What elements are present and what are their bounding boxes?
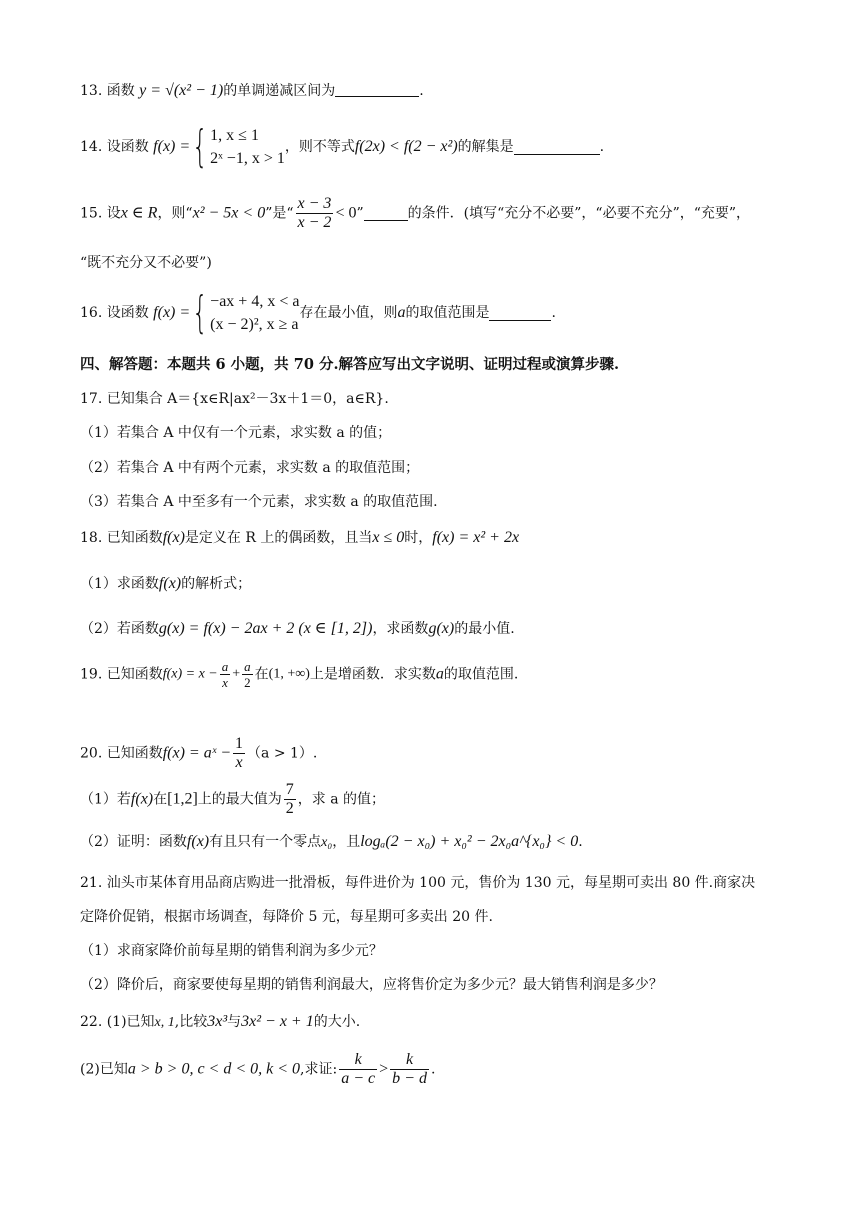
q20-number: 20. 已知函数 xyxy=(80,745,163,762)
q18-part-1-function: f(x) xyxy=(158,575,182,592)
q13-end: . xyxy=(419,83,424,99)
q22-end: . xyxy=(430,1061,436,1078)
q18-part-1 xyxy=(80,576,251,592)
q16-cases xyxy=(210,290,299,336)
q20-part-1-fraction xyxy=(284,782,296,817)
q14-text-2: 的解集是 xyxy=(457,139,514,156)
q19-plus: + xyxy=(232,666,241,682)
q18-condition: x ≤ 0 xyxy=(372,529,405,546)
q18-part-2-text-2: ，求函数 xyxy=(372,621,429,637)
q15-number: 15. 设 xyxy=(80,205,121,222)
q20-part-1-interval: [1,2] xyxy=(167,790,198,808)
q18-text-2: 时， xyxy=(404,530,433,546)
q22-fraction-2 xyxy=(390,1052,429,1087)
q16-function-name: f(x) = xyxy=(153,304,191,322)
q22-frac2-numerator: k xyxy=(405,1051,414,1068)
q18-function: f(x) xyxy=(162,529,185,546)
q16-case-2: (x − 2)², x ≥ a xyxy=(210,316,299,334)
q18-part-2-text-3: 的最小值. xyxy=(454,621,515,637)
q19-variable-a: a xyxy=(435,665,444,683)
question-14 xyxy=(80,121,605,173)
q15-fraction-denominator: x − 2 xyxy=(297,214,332,231)
q22-frac2-denominator: b − d xyxy=(392,1070,427,1087)
q22-part-1-text-4: 的大小. xyxy=(313,1014,361,1030)
q14-brace: { xyxy=(192,121,208,173)
q22-part-2 xyxy=(80,1052,435,1087)
q16-end: . xyxy=(551,305,556,322)
q15-condition-1: x² − 5x < 0 xyxy=(192,204,266,222)
q14-function-name: f(x) = xyxy=(153,138,191,156)
q22-fraction-1 xyxy=(339,1052,377,1087)
q17-part-2: （2）若集合 A 中有两个元素，求实数 a 的取值范围； xyxy=(80,460,420,476)
q20-part-2-text-3: ，且 xyxy=(332,834,361,850)
q19-frac2-numerator: a xyxy=(244,659,251,674)
q13-answer-blank[interactable] xyxy=(335,82,419,97)
q19-fraction-a-2 xyxy=(242,660,253,689)
q18-part-2 xyxy=(80,621,515,637)
q21-part-1: （1）求商家降价前每星期的销售利润为多少元？ xyxy=(80,943,383,959)
q14-inequality: f(2x) < f(2 − x²) xyxy=(354,138,458,156)
q20-fraction xyxy=(233,736,245,771)
q18-number: 18. 已知函数 xyxy=(80,530,163,546)
q15-condition-2: < 0 xyxy=(335,204,357,222)
question-19 xyxy=(80,660,518,689)
q20-part-1-text-2: 在 xyxy=(153,791,168,808)
q15-text-3: ” xyxy=(356,205,364,222)
q21-line-2: 定降价促销，根据市场调查，每降价 5 元，每星期可多卖出 20 件. xyxy=(80,909,493,925)
q15-fraction-numerator: x − 3 xyxy=(297,195,332,212)
q22-greater-than: > xyxy=(379,1060,389,1078)
q20-part-2-text-2: 有且只有一个零点 xyxy=(209,834,322,850)
q19-frac1-denominator: x xyxy=(222,675,228,690)
q20-part-1-function: f(x) xyxy=(130,790,154,808)
q20-part-2-inequality: logₐ(2 − x₀) + x₀² − 2x₀a^{x₀} < 0 xyxy=(360,833,579,850)
q16-text-2: 的取值范围是 xyxy=(405,305,490,322)
question-13 xyxy=(80,82,424,99)
q20-part-2-text-1: （2）证明：函数 xyxy=(80,834,187,850)
q21-line-1: 21. 汕头市某体育用品商店购进一批滑板，每件进价为 100 元，售价为 130 元，每星期可卖出 80 件.商家决 xyxy=(80,875,756,891)
q18-expression: f(x) = x² + 2x xyxy=(432,529,520,546)
q15-text-2: ”是“ xyxy=(265,205,294,222)
q13-formula: y = √(x² − 1) xyxy=(139,82,224,99)
q19-text-3: 的取值范围. xyxy=(443,666,519,683)
q22-part-1-text-3: 与 xyxy=(227,1014,242,1030)
q20-condition: （a > 1）. xyxy=(247,745,318,762)
q20-p1-numerator: 7 xyxy=(285,781,294,798)
q16-case-1: −ax + 4, x < a xyxy=(210,293,300,310)
q14-text-1: ，则不等式 xyxy=(284,139,355,156)
q19-frac2-denominator: 2 xyxy=(244,675,251,690)
q20-part-2-zero-point: x₀ xyxy=(321,835,333,850)
q20-expression: f(x) = aˣ − xyxy=(162,744,232,762)
q20-part-1-text-1: （1）若 xyxy=(80,791,131,808)
q17-part-3: （3）若集合 A 中至多有一个元素，求实数 a 的取值范围. xyxy=(80,494,438,510)
q16-text-1: 存在最小值，则 xyxy=(299,305,398,322)
q15-line-2: “既不充分又不必要”) xyxy=(80,255,212,271)
q18-text-1: 是定义在 R 上的偶函数，且当 xyxy=(184,530,373,546)
q19-interval: (1, +∞) xyxy=(268,666,310,682)
q20-part-2 xyxy=(80,834,583,850)
q15-answer-blank[interactable] xyxy=(364,206,408,221)
q14-cases xyxy=(210,124,285,170)
q20-part-1-text-3: 上的最大值为 xyxy=(197,791,282,808)
q13-number: 13. 函数 xyxy=(80,83,135,99)
q19-expression: f(x) = x − xyxy=(162,666,218,682)
q22-part-1-text-2: ,比较 xyxy=(174,1014,208,1030)
q14-number: 14. 设函数 xyxy=(80,139,149,156)
q19-text-2: 上是增函数．求实数 xyxy=(309,666,436,683)
q18-stem xyxy=(80,530,519,546)
q15-text-4: 的条件．(填写“充分不必要”，“必要不充分”，“充要”， xyxy=(407,205,751,222)
q19-fraction-a-x xyxy=(220,660,231,689)
q22-part-1-variable: x, 1 xyxy=(154,1015,175,1030)
q14-answer-blank[interactable] xyxy=(514,140,600,155)
q15-text-1: ，则“ xyxy=(157,205,193,222)
q16-answer-blank[interactable] xyxy=(489,306,551,321)
question-20 xyxy=(80,736,317,771)
q22-part-1-expression-1: 3x³ xyxy=(207,1013,228,1030)
q18-part-2-function: g(x) xyxy=(428,620,455,637)
q18-part-2-text-1: （2）若函数 xyxy=(80,621,159,637)
q20-part-1 xyxy=(80,782,385,817)
q13-text: 的单调递减区间为 xyxy=(223,83,336,99)
question-16 xyxy=(80,287,556,339)
q21-part-2: （2）降价后，商家要使每星期的销售利润最大，应将售价定为多少元？最大销售利润是多少？ xyxy=(80,977,663,993)
q16-number: 16. 设函数 xyxy=(80,305,149,322)
q14-case-2: 2ˣ −1, x > 1 xyxy=(210,150,285,168)
q20-part-1-text-4: ，求 a 的值； xyxy=(297,791,386,808)
q22-frac1-denominator: a − c xyxy=(341,1070,376,1087)
q19-text-1: 在 xyxy=(254,666,269,683)
q22-part-1-expression-2: 3x² − x + 1 xyxy=(241,1013,314,1030)
q15-set: x ∈ R xyxy=(120,204,158,222)
q22-part-1 xyxy=(80,1014,360,1030)
q19-number: 19. 已知函数 xyxy=(80,666,163,683)
q15-fraction xyxy=(296,196,334,231)
q14-case-1: 1, x ≤ 1 xyxy=(210,127,259,144)
q20-p1-denominator: 2 xyxy=(285,800,294,817)
q17-stem: 17. 已知集合 A＝{x∈R|ax²－3x＋1＝0，a∈R}. xyxy=(80,391,389,407)
q20-part-2-function: f(x) xyxy=(186,833,210,850)
q16-variable-a: a xyxy=(397,304,406,322)
q20-part-2-end: . xyxy=(578,834,583,850)
q20-frac-numerator: 1 xyxy=(235,735,244,752)
q22-part-1-text-1: 22. (1)已知 xyxy=(80,1014,155,1030)
question-15 xyxy=(80,196,750,231)
q16-brace: { xyxy=(192,287,208,339)
q22-part-2-text-1: (2)已知 xyxy=(80,1061,128,1078)
q22-part-2-conditions: a > b > 0, c < d < 0, k < 0 xyxy=(127,1060,301,1078)
q18-part-1-text-2: 的解析式； xyxy=(181,576,252,592)
q22-part-2-text-2: ,求证: xyxy=(300,1061,338,1078)
q19-frac1-numerator: a xyxy=(221,659,229,674)
q18-part-1-text-1: （1）求函数 xyxy=(80,576,159,592)
q22-frac1-numerator: k xyxy=(354,1051,362,1068)
section-4-heading: 四、解答题：本题共 6 小题，共 70 分.解答应写出文字说明、证明过程或演算步骤. xyxy=(80,356,620,373)
q20-frac-denominator: x xyxy=(235,754,243,771)
q17-part-1: （1）若集合 A 中仅有一个元素，求实数 a 的值； xyxy=(80,425,392,441)
q14-end: . xyxy=(599,139,605,156)
q18-part-2-expression: g(x) = f(x) − 2ax + 2 (x ∈ [1, 2]) xyxy=(158,620,373,637)
